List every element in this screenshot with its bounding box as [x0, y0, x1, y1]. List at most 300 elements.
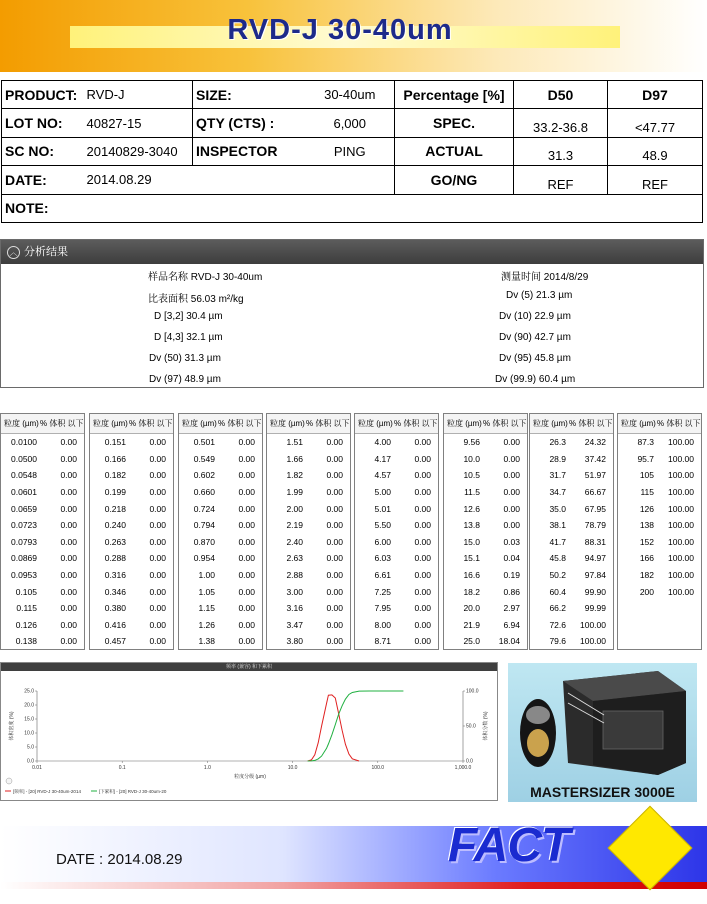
grid-row [355, 617, 438, 634]
size-header: 粒度 (µm) [621, 419, 656, 428]
date-row-blank [193, 166, 306, 194]
grid-row [618, 583, 701, 600]
grid-row [355, 550, 438, 567]
grid-row [444, 550, 527, 567]
grid-row [530, 550, 613, 567]
grid-row [267, 600, 350, 617]
volume-cell: 0.00 [149, 586, 166, 597]
y-tick-label: 5.0 [27, 744, 34, 751]
grid-row [267, 534, 350, 551]
size-cell: 0.115 [16, 603, 37, 614]
volume-cell: 0.00 [326, 553, 343, 564]
instrument-photo [508, 663, 697, 802]
distribution-grid [0, 413, 707, 650]
size-cell: 72.6 [549, 619, 566, 630]
volume-cell: 0.00 [414, 570, 431, 581]
size-cell: 0.346 [104, 586, 126, 597]
volume-cell: 0.00 [503, 520, 520, 531]
grid-row [267, 467, 350, 484]
dv10-value: Dv (10) 22.9 µm [499, 311, 571, 322]
size-cell: 0.182 [104, 470, 126, 481]
volume-cell: 0.19 [503, 570, 520, 581]
size-cell: 9.56 [463, 437, 480, 448]
grid-row [530, 434, 613, 451]
volume-cell: 100.00 [668, 503, 694, 514]
grid-row [444, 467, 527, 484]
dv5-value: Dv (5) 21.3 µm [506, 290, 573, 301]
grid-row [355, 451, 438, 468]
y-tick-label-right: 100.0 [466, 688, 479, 695]
size-cell: 31.7 [549, 470, 566, 481]
grid-row [530, 484, 613, 501]
actual-d50: 31.3 [514, 137, 608, 165]
d50-header: D50 [514, 81, 608, 109]
volume-cell: 0.00 [60, 553, 77, 564]
dv50-value: Dv (50) 31.3 µm [149, 353, 221, 364]
volume-cell: 0.00 [60, 437, 77, 448]
size-cell: 8.00 [374, 619, 391, 630]
size-header: 粒度 (µm) [182, 419, 217, 428]
volume-cell: 0.00 [149, 570, 166, 581]
volume-cell: 0.00 [149, 536, 166, 547]
spec-d50: 33.2-36.8 [514, 109, 608, 137]
grid-row [618, 451, 701, 468]
grid-row [179, 534, 262, 551]
volume-cell: 0.00 [149, 470, 166, 481]
size-cell: 0.0793 [11, 536, 37, 547]
grid-row [90, 550, 173, 567]
sc-value: 20140829-3040 [84, 137, 193, 165]
volume-cell: 0.00 [326, 453, 343, 464]
grid-column [89, 413, 174, 650]
size-cell: 7.25 [374, 586, 391, 597]
x-tick-label: 10.0 [287, 765, 298, 771]
grid-header [1, 414, 84, 434]
volume-cell: 0.00 [414, 437, 431, 448]
grid-row [1, 617, 84, 634]
inspector-label: INSPECTOR [193, 137, 306, 165]
size-cell: 0.549 [193, 453, 215, 464]
legend-toggle-icon [6, 778, 12, 784]
grid-row [179, 484, 262, 501]
size-cell: 66.2 [549, 603, 566, 614]
size-cell: 5.00 [374, 487, 391, 498]
date-row-blank-2 [306, 166, 395, 194]
grid-row [355, 434, 438, 451]
volume-cell: 0.00 [414, 636, 431, 647]
frequency-series-line [308, 695, 360, 761]
size-cell: 1.99 [286, 487, 303, 498]
size-cell: 6.00 [374, 536, 391, 547]
size-cell: 0.0723 [11, 520, 37, 531]
volume-cell: 0.00 [149, 453, 166, 464]
volume-cell: 0.00 [326, 487, 343, 498]
volume-cell: 0.00 [238, 487, 255, 498]
y-axis-label: 体积密度 (%) [9, 711, 15, 741]
volume-cell: 0.00 [60, 603, 77, 614]
grid-row [179, 517, 262, 534]
grid-row [444, 567, 527, 584]
volume-cell: 0.03 [503, 536, 520, 547]
grid-header [355, 414, 438, 434]
size-cell: 15.1 [463, 553, 480, 564]
size-cell: 0.0659 [11, 503, 37, 514]
size-header: 粒度 (µm) [447, 419, 482, 428]
size-cell: 0.602 [193, 470, 215, 481]
grid-row [90, 467, 173, 484]
volume-cell: 100.00 [580, 619, 606, 630]
volume-cell: 0.00 [326, 503, 343, 514]
size-cell: 3.47 [286, 619, 303, 630]
grid-row [179, 567, 262, 584]
grid-row [267, 451, 350, 468]
volume-cell: 0.00 [238, 503, 255, 514]
x-axis-label: 粒度分级 (µm) [234, 774, 266, 780]
volume-cell: 0.00 [326, 619, 343, 630]
size-cell: 18.2 [463, 586, 480, 597]
size-cell: 0.954 [193, 553, 215, 564]
grid-header [90, 414, 173, 434]
size-cell: 3.00 [286, 586, 303, 597]
volume-cell: 0.00 [238, 470, 255, 481]
volume-cell: 100.00 [668, 453, 694, 464]
size-cell: 50.2 [549, 570, 566, 581]
volume-cell: 0.00 [238, 603, 255, 614]
grid-row [444, 434, 527, 451]
volume-cell: 0.00 [326, 570, 343, 581]
grid-row [530, 534, 613, 551]
grid-row [530, 451, 613, 468]
x-tick-label: 100.0 [371, 765, 385, 771]
volume-cell: 0.00 [414, 553, 431, 564]
grid-row [90, 617, 173, 634]
volume-cell: 100.00 [668, 553, 694, 564]
size-cell: 16.6 [463, 570, 480, 581]
size-cell: 10.5 [463, 470, 480, 481]
date-label: DATE: [2, 166, 84, 194]
volume-cell: 0.00 [414, 487, 431, 498]
grid-row [179, 617, 262, 634]
grid-row [355, 633, 438, 650]
grid-row [355, 467, 438, 484]
note-label: NOTE: [2, 194, 703, 222]
qty-label: QTY (CTS) : [193, 109, 306, 137]
grid-row [618, 434, 701, 451]
volume-cell: 0.00 [60, 520, 77, 531]
volume-cell: 0.00 [414, 503, 431, 514]
volume-cell: 0.00 [149, 603, 166, 614]
actual-d97: 48.9 [608, 137, 703, 165]
gong-d97: REF [608, 166, 703, 194]
size-cell: 105 [639, 470, 654, 481]
volume-cell: 66.67 [584, 487, 606, 498]
size-cell: 0.0500 [11, 453, 37, 464]
y-tick-label: 15.0 [24, 716, 34, 723]
grid-row [267, 550, 350, 567]
grid-row [1, 583, 84, 600]
volume-header: % 体积 以下 [129, 419, 173, 428]
size-cell: 0.724 [193, 503, 215, 514]
y-axis-label-right: 体积分数 (%) [483, 711, 489, 741]
product-value: RVD-J [84, 81, 193, 109]
volume-cell: 0.00 [238, 536, 255, 547]
d97-header: D97 [608, 81, 703, 109]
size-cell: 200 [639, 586, 654, 597]
grid-row [90, 434, 173, 451]
volume-cell: 6.94 [503, 619, 520, 630]
size-cell: 0.288 [104, 553, 126, 564]
size-cell: 1.05 [198, 586, 215, 597]
grid-header [179, 414, 262, 434]
volume-cell: 0.00 [326, 603, 343, 614]
grid-column [178, 413, 263, 650]
grid-row [1, 567, 84, 584]
size-cell: 0.151 [104, 437, 126, 448]
volume-cell: 0.00 [60, 453, 77, 464]
size-cell: 0.126 [15, 619, 37, 630]
size-cell: 10.0 [463, 453, 480, 464]
volume-cell: 0.00 [238, 437, 255, 448]
volume-cell: 0.00 [238, 553, 255, 564]
instrument-label: MASTERSIZER 3000E [530, 784, 675, 800]
grid-row [618, 550, 701, 567]
volume-header: % 体积 以下 [394, 419, 438, 428]
legend-label: [频率] - [20] RVD-J 30-40um-2014 [13, 789, 81, 794]
size-value: 30-40um [306, 81, 395, 109]
size-cell: 2.88 [286, 570, 303, 581]
grid-row [444, 534, 527, 551]
volume-cell: 100.00 [668, 520, 694, 531]
page-title: RVD-J 30-40um [227, 14, 453, 46]
grid-row [267, 434, 350, 451]
grid-row [530, 500, 613, 517]
grid-row [267, 633, 350, 650]
grid-row [90, 633, 173, 650]
grid-row [355, 583, 438, 600]
grid-row [530, 600, 613, 617]
volume-cell: 99.90 [584, 586, 606, 597]
gong-d50: REF [514, 166, 608, 194]
volume-cell: 78.79 [584, 520, 606, 531]
x-tick-label: 1.0 [203, 765, 211, 771]
grid-row [1, 467, 84, 484]
size-cell: 0.0601 [11, 487, 37, 498]
size-cell: 13.8 [463, 520, 480, 531]
grid-row [90, 534, 173, 551]
grid-row [618, 500, 701, 517]
grid-row [179, 550, 262, 567]
size-cell: 4.00 [374, 437, 391, 448]
y-tick-label: 20.0 [24, 702, 34, 709]
actual-label: ACTUAL [395, 137, 514, 165]
date-value: 2014.08.29 [84, 166, 193, 194]
size-cell: 8.71 [374, 636, 391, 647]
volume-cell: 100.00 [668, 536, 694, 547]
x-tick-label: 1,000.0 [454, 765, 472, 771]
size-cell: 45.8 [549, 553, 566, 564]
size-cell: 0.105 [15, 586, 37, 597]
volume-cell: 0.00 [60, 470, 77, 481]
grid-row [90, 517, 173, 534]
volume-cell: 0.00 [60, 586, 77, 597]
size-cell: 1.15 [198, 603, 215, 614]
chart-plot [1, 671, 497, 800]
instrument-illustration [508, 663, 697, 781]
grid-row [1, 517, 84, 534]
volume-cell: 0.00 [60, 536, 77, 547]
volume-cell: 2.97 [503, 603, 520, 614]
volume-cell: 0.00 [60, 619, 77, 630]
grid-row [90, 451, 173, 468]
volume-cell: 94.97 [584, 553, 606, 564]
grid-row [530, 633, 613, 650]
size-cell: 2.19 [286, 520, 303, 531]
volume-cell: 99.99 [584, 603, 606, 614]
size-cell: 21.9 [463, 619, 480, 630]
grid-row [355, 567, 438, 584]
volume-header: % 体积 以下 [483, 419, 527, 428]
size-header: 粒度 (µm) [4, 419, 39, 428]
volume-cell: 0.00 [414, 470, 431, 481]
volume-cell: 0.00 [326, 470, 343, 481]
grid-row [1, 434, 84, 451]
analysis-title: 分析结果 [24, 246, 68, 258]
spec-label: SPEC. [395, 109, 514, 137]
size-cell: 126 [639, 503, 654, 514]
grid-row [1, 500, 84, 517]
collapse-icon[interactable]: ︿ [7, 246, 20, 259]
volume-cell: 0.00 [326, 520, 343, 531]
y-tick-label: 10.0 [24, 730, 34, 737]
size-cell: 1.66 [286, 453, 303, 464]
spec-d97: <47.77 [608, 109, 703, 137]
size-header: 粒度 (µm) [93, 419, 128, 428]
grid-row [267, 500, 350, 517]
volume-cell: 100.00 [668, 487, 694, 498]
size-cell: 41.7 [549, 536, 566, 547]
volume-cell: 0.00 [60, 636, 77, 647]
grid-row [355, 517, 438, 534]
product-label: PRODUCT: [2, 81, 84, 109]
volume-cell: 0.00 [238, 453, 255, 464]
size-cell: 7.95 [374, 603, 391, 614]
x-tick-label: 0.01 [32, 765, 42, 771]
grid-row [267, 583, 350, 600]
grid-column [266, 413, 351, 650]
size-cell: 166 [639, 553, 654, 564]
analysis-header[interactable] [1, 240, 703, 264]
grid-row [1, 600, 84, 617]
size-cell: 1.82 [286, 470, 303, 481]
grid-row [530, 617, 613, 634]
size-cell: 0.416 [104, 619, 126, 630]
volume-cell: 18.04 [498, 636, 520, 647]
volume-cell: 0.00 [503, 437, 520, 448]
volume-cell: 0.00 [326, 586, 343, 597]
size-cell: 0.138 [15, 636, 37, 647]
grid-row [355, 500, 438, 517]
grid-row [444, 600, 527, 617]
volume-cell: 51.97 [584, 470, 606, 481]
grid-column [529, 413, 614, 650]
y-tick-label: 25.0 [24, 688, 34, 695]
size-cell: 6.03 [374, 553, 391, 564]
size-cell: 0.240 [104, 520, 126, 531]
grid-row [179, 600, 262, 617]
size-cell: 0.166 [104, 453, 126, 464]
grid-row [90, 583, 173, 600]
volume-cell: 0.00 [503, 503, 520, 514]
volume-cell: 0.00 [326, 536, 343, 547]
size-header: 粒度 (µm) [358, 419, 393, 428]
size-cell: 79.6 [549, 636, 566, 647]
size-cell: 0.870 [193, 536, 215, 547]
grid-row [444, 633, 527, 650]
grid-header [618, 414, 701, 434]
y-tick-label-right: 0.0 [466, 758, 473, 765]
grid-row [267, 484, 350, 501]
grid-row [90, 567, 173, 584]
grid-row [90, 600, 173, 617]
volume-cell: 100.00 [668, 437, 694, 448]
grid-row [355, 484, 438, 501]
distribution-chart [0, 662, 498, 801]
volume-cell: 88.31 [584, 536, 606, 547]
percentage-header: Percentage [%] [395, 81, 514, 109]
size-cell: 1.26 [198, 619, 215, 630]
grid-row [618, 467, 701, 484]
size-cell: 4.17 [374, 453, 391, 464]
size-cell: 11.5 [464, 487, 480, 498]
volume-cell: 100.00 [668, 570, 694, 581]
volume-cell: 0.00 [238, 520, 255, 531]
size-cell: 5.50 [374, 520, 391, 531]
d43-value: D [4,3] 32.1 µm [154, 332, 223, 343]
size-cell: 34.7 [549, 487, 566, 498]
sample-name: 样品名称 RVD-J 30-40um [148, 272, 263, 283]
volume-header: % 体积 以下 [40, 419, 84, 428]
size-cell: 1.00 [198, 570, 215, 581]
fact-logo: FACT [448, 819, 570, 872]
volume-cell: 0.00 [149, 619, 166, 630]
size-cell: 0.199 [104, 487, 126, 498]
size-cell: 0.0548 [11, 470, 37, 481]
grid-row [1, 534, 84, 551]
volume-cell: 0.00 [60, 570, 77, 581]
volume-cell: 0.00 [414, 619, 431, 630]
dv95-value: Dv (95) 45.8 µm [499, 353, 571, 364]
volume-cell: 100.00 [580, 636, 606, 647]
y-tick-label: 0.0 [27, 758, 34, 765]
grid-row [267, 517, 350, 534]
grid-row [1, 550, 84, 567]
analysis-panel [0, 239, 704, 388]
info-table [1, 80, 703, 223]
size-cell: 115 [640, 487, 654, 498]
grid-row [179, 583, 262, 600]
inspector-value: PING [306, 137, 395, 165]
volume-cell: 0.00 [60, 503, 77, 514]
volume-cell: 0.00 [414, 586, 431, 597]
grid-row [530, 517, 613, 534]
volume-header: % 体积 以下 [657, 419, 701, 428]
grid-row [355, 534, 438, 551]
volume-cell: 0.00 [414, 536, 431, 547]
volume-cell: 0.00 [149, 487, 166, 498]
volume-cell: 0.00 [503, 453, 520, 464]
lot-label: LOT NO: [2, 109, 84, 137]
volume-cell: 0.00 [326, 437, 343, 448]
